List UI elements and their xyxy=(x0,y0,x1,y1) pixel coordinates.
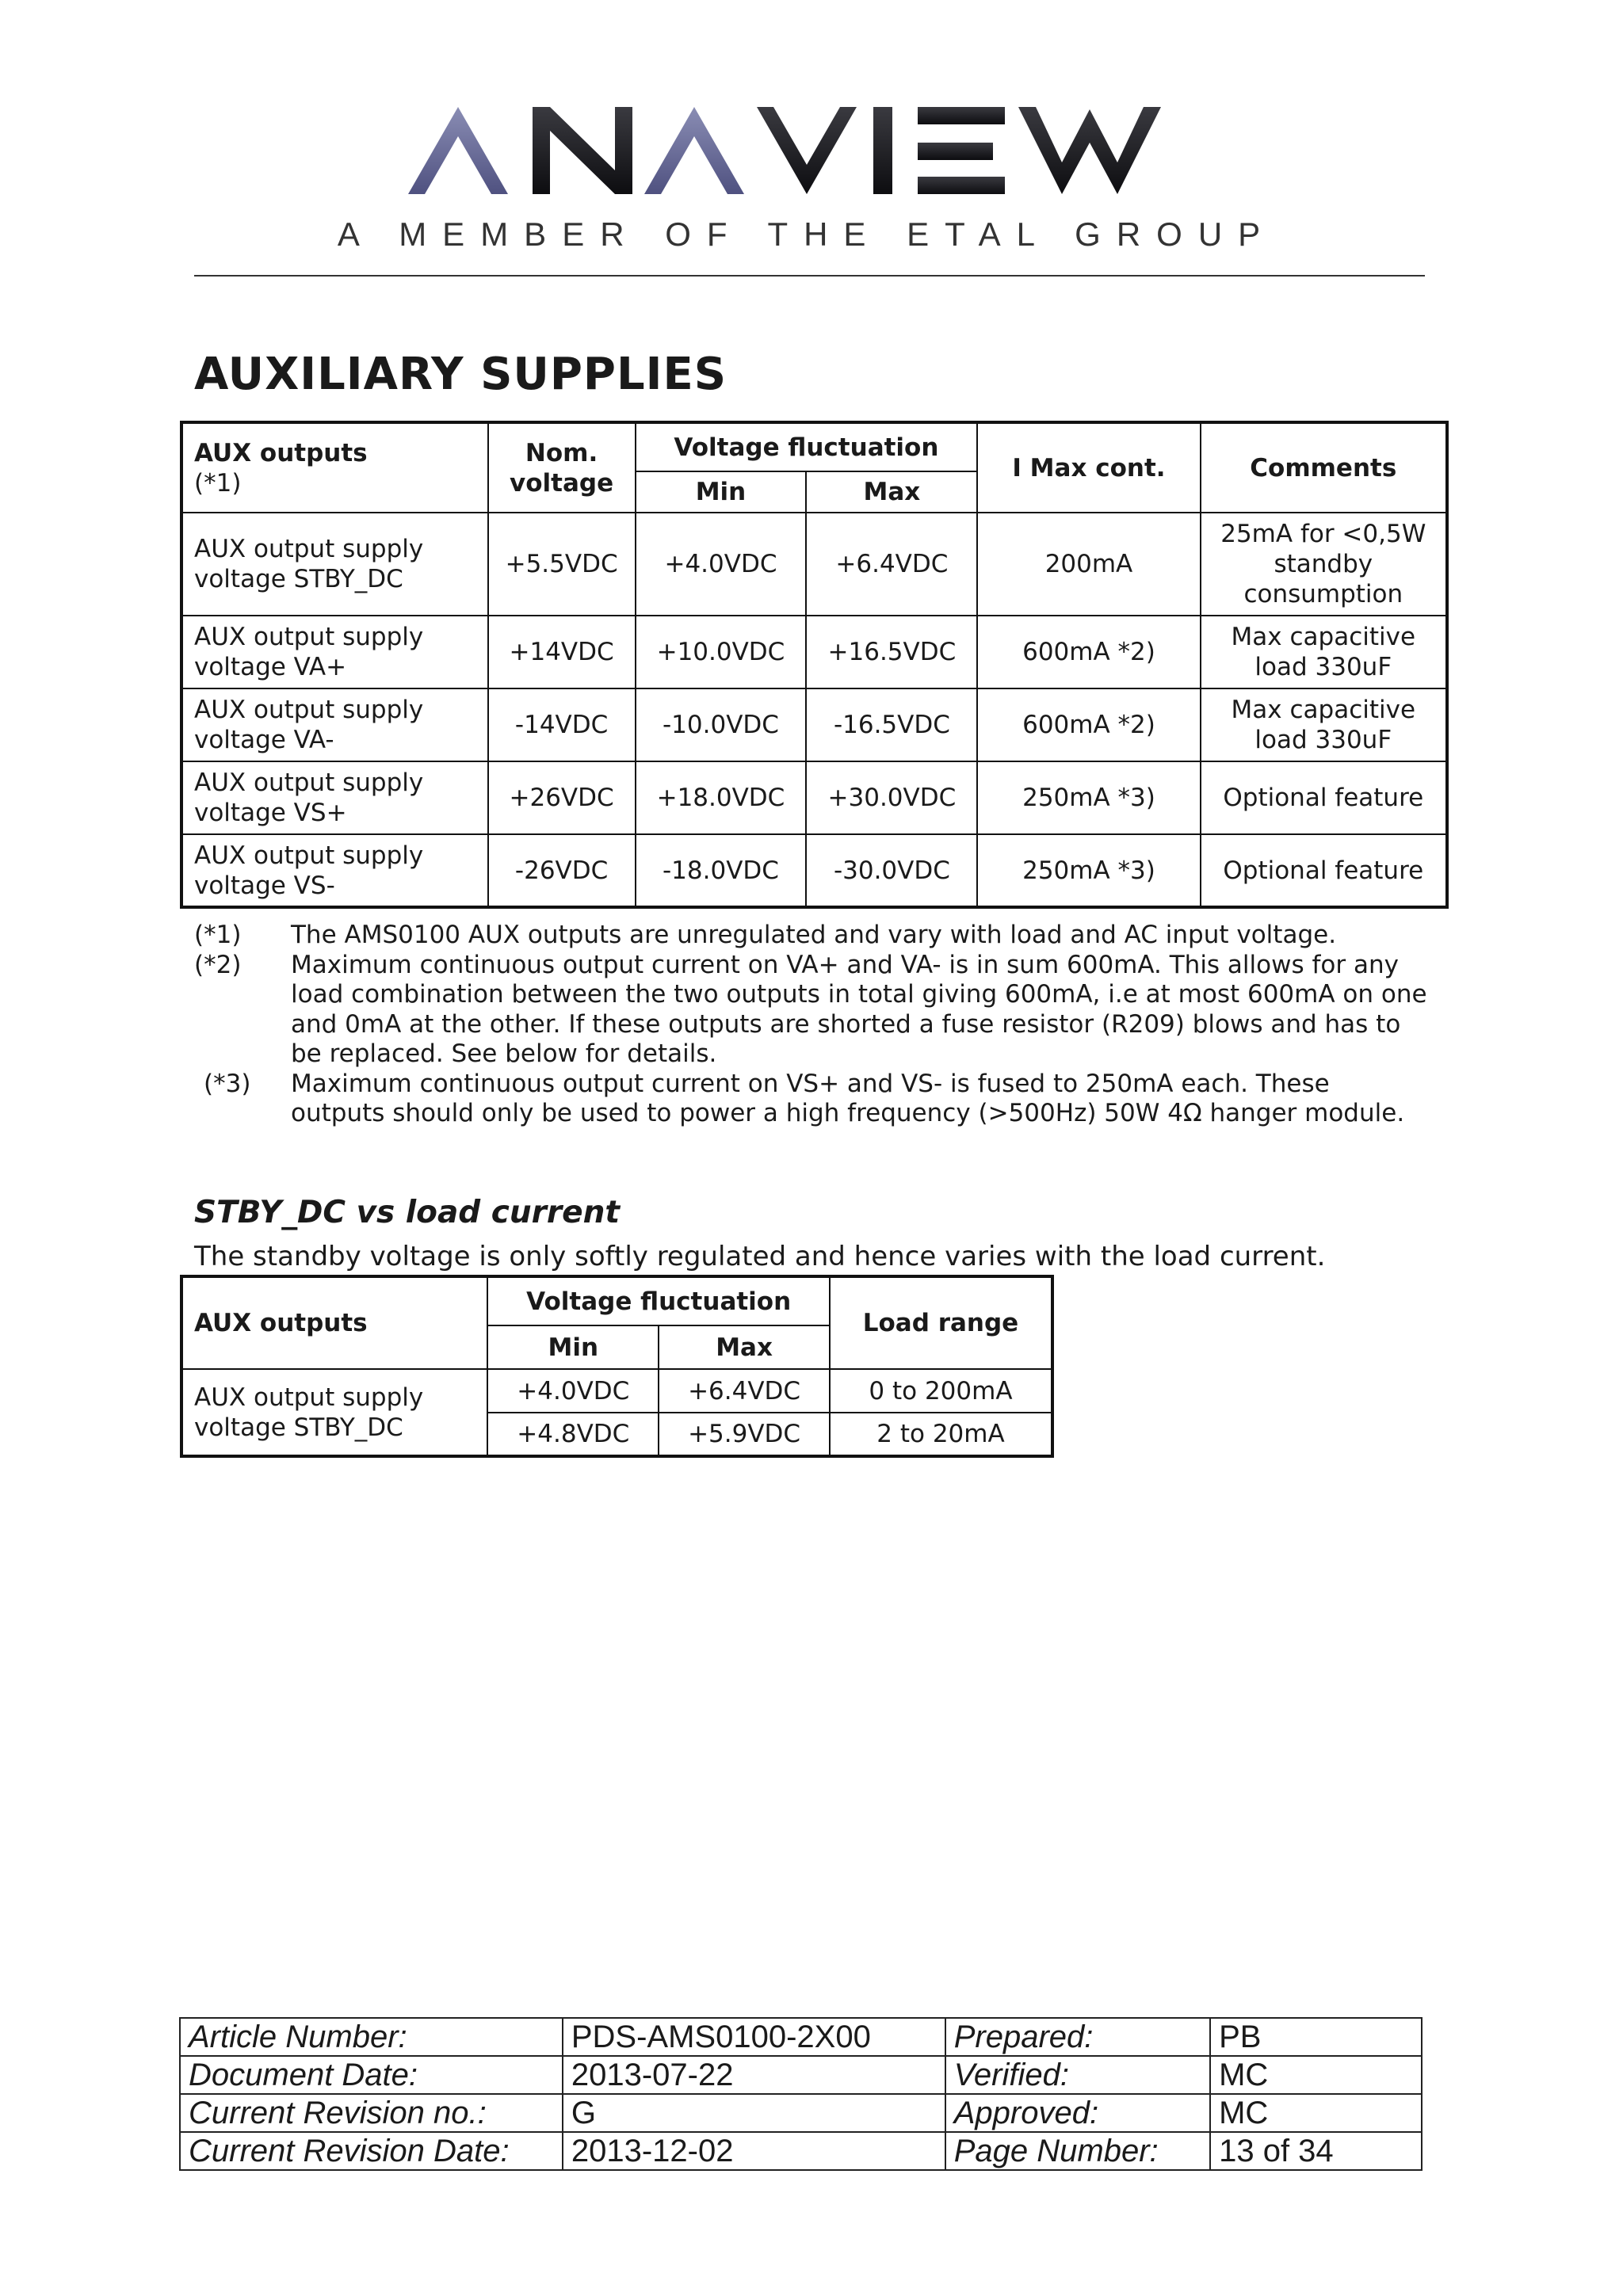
table-header-row xyxy=(181,1276,1052,1325)
header-aux-outputs xyxy=(181,422,488,513)
footer-value: 2013-12-02 xyxy=(563,2132,945,2170)
footer-value: PDS-AMS0100-2X00 xyxy=(563,2018,945,2056)
comment-cell: Optional feature xyxy=(1201,834,1447,907)
header-min: Min xyxy=(636,471,807,513)
row-label xyxy=(181,761,488,834)
header-aux-outputs-note: (*1) xyxy=(194,468,242,498)
row-label-line2: voltage STBY_DC xyxy=(194,1413,403,1442)
logo-tagline: A MEMBER OF THE ETAL GROUP xyxy=(337,215,1277,253)
header-max: Max xyxy=(806,471,977,513)
logo-letter-a2 xyxy=(644,107,744,194)
footer-label: Approved: xyxy=(945,2094,1210,2132)
header-comments: Comments xyxy=(1201,422,1447,513)
min-voltage-cell: +10.0VDC xyxy=(636,616,807,688)
section-description: The standby voltage is only softly regulated and hence varies with the load current. xyxy=(194,1241,1326,1272)
row-label-line2: voltage STBY_DC xyxy=(194,565,403,593)
header-nom-line2: voltage xyxy=(510,468,614,498)
nominal-voltage-cell: +14VDC xyxy=(488,616,636,688)
footer-value: MC xyxy=(1210,2056,1422,2094)
nominal-voltage-cell: +5.5VDC xyxy=(488,513,636,616)
row-label xyxy=(181,834,488,907)
max-voltage-cell: +5.9VDC xyxy=(659,1413,830,1456)
footnote-mark: (*3) xyxy=(204,1069,251,1098)
footer-label: Article Number: xyxy=(180,2018,563,2056)
comment-line3: consumption xyxy=(1243,580,1403,608)
load-range-cell: 0 to 200mA xyxy=(830,1369,1052,1413)
max-voltage-cell: +30.0VDC xyxy=(806,761,977,834)
min-voltage-cell: +18.0VDC xyxy=(636,761,807,834)
comment-cell xyxy=(1201,616,1447,688)
table-row xyxy=(181,834,1447,907)
max-voltage-cell: +6.4VDC xyxy=(806,513,977,616)
nominal-voltage-cell: -14VDC xyxy=(488,688,636,761)
nominal-voltage-cell: +26VDC xyxy=(488,761,636,834)
imax-cell: 200mA xyxy=(977,513,1200,616)
header-nominal-voltage xyxy=(488,422,636,513)
header-aux-outputs: AUX outputs xyxy=(181,1276,487,1369)
min-voltage-cell: +4.0VDC xyxy=(487,1369,659,1413)
footnote-mark: (*2) xyxy=(194,950,242,979)
comment-cell xyxy=(1201,513,1447,616)
row-label-line2: voltage VA+ xyxy=(194,653,347,681)
footnote-mark: (*1) xyxy=(194,921,242,949)
header-voltage-fluctuation: Voltage fluctuation xyxy=(636,422,978,471)
min-voltage-cell: +4.0VDC xyxy=(636,513,807,616)
comment-line1: Max capacitive xyxy=(1231,696,1416,724)
document-footer-table xyxy=(179,2017,1423,2171)
header-aux-outputs-label: AUX outputs xyxy=(194,438,368,467)
table-header-row xyxy=(181,422,1447,471)
footer-label: Prepared: xyxy=(945,2018,1210,2056)
row-label-line1: AUX output supply xyxy=(194,535,424,563)
table-row xyxy=(181,1369,1052,1413)
comment-line2: standby xyxy=(1274,550,1373,578)
footer-label: Page Number: xyxy=(945,2132,1210,2170)
comment-line2: load 330uF xyxy=(1254,726,1392,754)
imax-cell: 250mA *3) xyxy=(977,834,1200,907)
table-row xyxy=(181,616,1447,688)
footnote xyxy=(194,951,1430,1070)
footnote-text: Maximum continuous output current on VA+ and VA- is in sum 600mA. This allows for any load combination between the two outputs in total giving 600mA, i.e at most 600mA on one and 0mA at the other. If these outputs are shorted a fuse resistor (R209) blows and has to be replaced. See below for details. xyxy=(291,950,1427,1068)
anaview-logo-graphic xyxy=(0,95,1623,265)
logo-letter-e-mid xyxy=(918,143,993,160)
table-row xyxy=(181,761,1447,834)
header-nom-line1: Nom. xyxy=(525,438,598,467)
logo-letter-i xyxy=(873,107,892,194)
section-title: STBY_DC vs load current xyxy=(194,1195,620,1230)
row-label xyxy=(181,1369,487,1456)
table-row xyxy=(181,513,1447,616)
row-label-line1: AUX output supply xyxy=(194,696,424,724)
max-voltage-cell: +16.5VDC xyxy=(806,616,977,688)
footer-label: Current Revision no.: xyxy=(180,2094,563,2132)
footnote-text: The AMS0100 AUX outputs are unregulated and vary with load and AC input voltage. xyxy=(291,921,1337,949)
footnote xyxy=(194,1070,1430,1129)
max-voltage-cell: -16.5VDC xyxy=(806,688,977,761)
min-voltage-cell: -18.0VDC xyxy=(636,834,807,907)
row-label xyxy=(181,513,488,616)
footer-row xyxy=(180,2018,1422,2056)
footer-label: Document Date: xyxy=(180,2056,563,2094)
row-label-line1: AUX output supply xyxy=(194,623,424,651)
comment-line1: Max capacitive xyxy=(1231,623,1416,651)
header-min: Min xyxy=(487,1325,659,1369)
header-load-range: Load range xyxy=(830,1276,1052,1369)
footnote xyxy=(194,921,1430,951)
row-label-line2: voltage VA- xyxy=(194,726,334,754)
comment-cell: Optional feature xyxy=(1201,761,1447,834)
comment-line1: 25mA for <0,5W xyxy=(1220,520,1426,548)
footnote-text: Maximum continuous output current on VS+ and VS- is fused to 250mA each. These outputs should only be used to power a high frequency (>500Hz) 50W 4Ω hanger module. xyxy=(291,1069,1405,1127)
row-label xyxy=(181,616,488,688)
row-label xyxy=(181,688,488,761)
footer-value: G xyxy=(563,2094,945,2132)
footer-row xyxy=(180,2094,1422,2132)
logo-letter-e-bot xyxy=(918,177,1005,194)
footer-value: 2013-07-22 xyxy=(563,2056,945,2094)
logo-letter-n xyxy=(533,107,632,194)
table-row xyxy=(181,688,1447,761)
load-range-cell: 2 to 20mA xyxy=(830,1413,1052,1456)
footer-value: PB xyxy=(1210,2018,1422,2056)
row-label-line1: AUX output supply xyxy=(194,769,424,797)
footer-label: Current Revision Date: xyxy=(180,2132,563,2170)
header-imax: I Max cont. xyxy=(977,422,1200,513)
header-divider xyxy=(194,275,1425,277)
footer-value: 13 of 34 xyxy=(1210,2132,1422,2170)
header-voltage-fluctuation: Voltage fluctuation xyxy=(487,1276,830,1325)
stby-load-table xyxy=(180,1275,1054,1458)
row-label-line1: AUX output supply xyxy=(194,841,424,870)
company-logo xyxy=(0,95,1623,265)
footnotes xyxy=(194,921,1430,1129)
nominal-voltage-cell: -26VDC xyxy=(488,834,636,907)
row-label-line2: voltage VS+ xyxy=(194,799,347,827)
min-voltage-cell: +4.8VDC xyxy=(487,1413,659,1456)
footer-row xyxy=(180,2056,1422,2094)
logo-letter-a1 xyxy=(408,107,508,194)
max-voltage-cell: +6.4VDC xyxy=(659,1369,830,1413)
imax-cell: 250mA *3) xyxy=(977,761,1200,834)
row-label-line1: AUX output supply xyxy=(194,1383,424,1412)
max-voltage-cell: -30.0VDC xyxy=(806,834,977,907)
imax-cell: 600mA *2) xyxy=(977,688,1200,761)
logo-letter-v xyxy=(757,107,857,194)
footer-label: Verified: xyxy=(945,2056,1210,2094)
logo-letter-w xyxy=(1018,107,1161,194)
min-voltage-cell: -10.0VDC xyxy=(636,688,807,761)
footer-value: MC xyxy=(1210,2094,1422,2132)
imax-cell: 600mA *2) xyxy=(977,616,1200,688)
comment-line2: load 330uF xyxy=(1254,653,1392,681)
comment-cell xyxy=(1201,688,1447,761)
row-label-line2: voltage VS- xyxy=(194,871,335,900)
footer-row xyxy=(180,2132,1422,2170)
header-max: Max xyxy=(659,1325,830,1369)
page-title: AUXILIARY SUPPLIES xyxy=(194,349,727,400)
logo-letter-e-top xyxy=(918,107,1005,124)
aux-outputs-table xyxy=(180,421,1449,909)
